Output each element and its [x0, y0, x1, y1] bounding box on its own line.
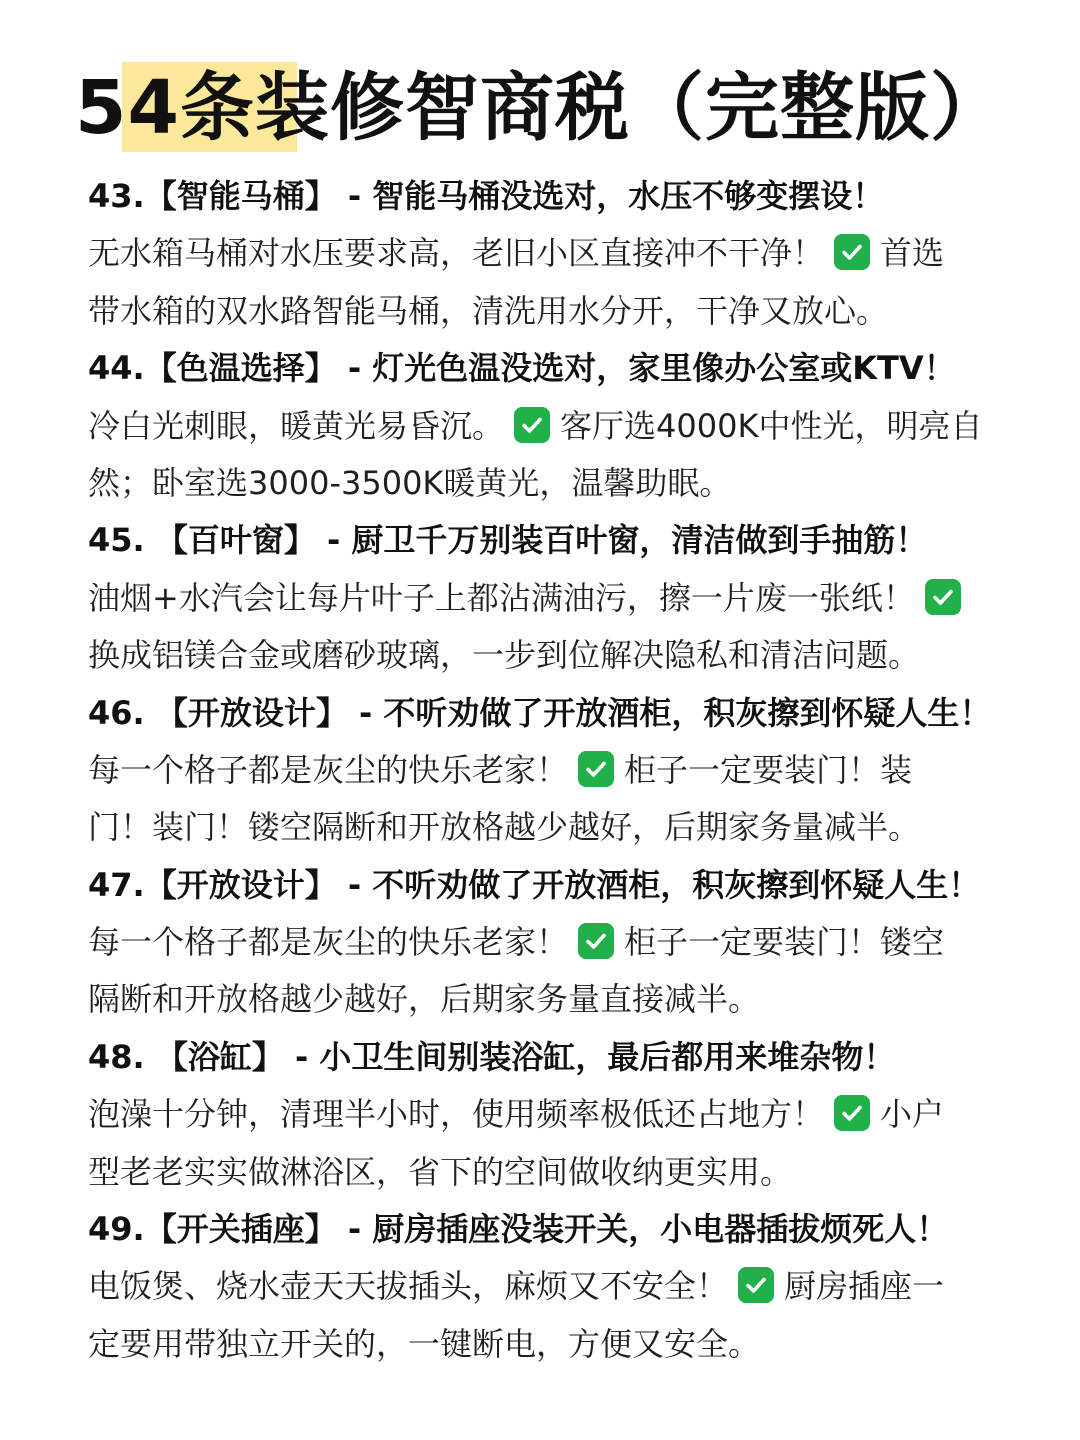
tip-text: 然；卧室选3000-3500K暖黄光，温馨助眠。 [88, 463, 732, 502]
tip-text: 冷白光刺眼，暖黄光易昏沉。 [88, 406, 505, 445]
tip-text: 首选 [880, 234, 945, 273]
tip-heading: 45. 【百叶窗】 - 厨卫千万别装百叶窗，清洁做到手抽筋！ [88, 521, 928, 560]
tips-list [88, 168, 1008, 1373]
tip-item [88, 685, 1008, 857]
tip-body-line [88, 398, 1008, 455]
tip-text: 每一个格子都是灰尘的快乐老家！ [88, 750, 569, 789]
tip-text: 门！装门！镂空隔断和开放格越少越好，后期家务量减半。 [88, 808, 921, 847]
tip-text: 油烟+水汽会让每片叶子上都沾满油污，擦一片废一张纸！ [88, 578, 915, 617]
tip-body-line [88, 1144, 1008, 1201]
tip-text: 无水箱马桶对水压要求高，老旧小区直接冲不干净！ [88, 234, 825, 273]
tip-heading: 46. 【开放设计】 - 不听劝做了开放酒柜，积灰擦到怀疑人生！ [88, 693, 992, 732]
tip-body-line [88, 971, 1008, 1028]
tip-body-line [88, 1086, 1008, 1143]
tip-body-line [88, 283, 1008, 340]
checkmark-icon [578, 751, 614, 787]
tip-text: 隔断和开放格越少越好，后期家务量直接减半。 [88, 980, 761, 1019]
tip-text: 电饭煲、烧水壶天天拔插头，麻烦又不安全！ [88, 1267, 729, 1306]
tip-heading: 47.【开放设计】 - 不听劝做了开放酒柜，积灰擦到怀疑人生！ [88, 865, 981, 904]
tip-heading: 48. 【浴缸】 - 小卫生间别装浴缸，最后都用来堆杂物！ [88, 1037, 896, 1076]
checkmark-icon [514, 407, 550, 443]
tip-item [88, 512, 1008, 684]
tip-body-line [88, 1258, 1008, 1315]
tip-heading: 43.【智能马桶】 - 智能马桶没选对，水压不够变摆设！ [88, 177, 885, 215]
tip-item [88, 1201, 1008, 1373]
tip-item [88, 1029, 1008, 1201]
tip-text: 柜子一定要装门！镂空 [624, 923, 945, 962]
tip-body-line [88, 742, 1008, 799]
tip-body-line [88, 455, 1008, 512]
checkmark-icon [834, 1095, 870, 1131]
tip-item [88, 168, 1008, 340]
tip-body-line [88, 914, 1008, 971]
tip-body-line [88, 225, 1008, 282]
page-title: 54条装修智商税（完整版） [75, 65, 1005, 151]
tip-text: 换成铝镁合金或磨砂玻璃，一步到位解决隐私和清洁问题。 [88, 636, 921, 675]
tip-heading: 49.【开关插座】 - 厨房插座没装开关，小电器插拔烦死人！ [88, 1210, 949, 1249]
tip-text: 每一个格子都是灰尘的快乐老家！ [88, 923, 569, 962]
tip-body-line [88, 1316, 1008, 1373]
tip-text: 厨房插座一 [784, 1267, 945, 1306]
tip-body-line [88, 799, 1008, 856]
tip-text: 柜子一定要装门！装 [624, 750, 913, 789]
title-wrap [0, 58, 1080, 158]
tip-item [88, 857, 1008, 1029]
tip-item [88, 340, 1008, 512]
tip-text: 带水箱的双水路智能马桶，清洗用水分开，干净又放心。 [88, 291, 889, 330]
tip-heading: 44.【色温选择】 - 灯光色温没选对，家里像办公室或KTV！ [88, 349, 956, 388]
checkmark-icon [578, 923, 614, 959]
tip-body-line [88, 627, 1008, 684]
tip-body-line [88, 570, 1008, 627]
tip-text: 型老老实实做淋浴区，省下的空间做收纳更实用。 [88, 1152, 793, 1191]
checkmark-icon [738, 1267, 774, 1303]
tip-text: 泡澡十分钟，清理半小时，使用频率极低还占地方！ [88, 1095, 825, 1134]
tip-text: 小户 [880, 1095, 945, 1134]
tip-text: 客厅选4000K中性光，明亮自 [560, 406, 983, 445]
checkmark-icon [834, 234, 870, 270]
tip-text: 定要用带独立开关的，一键断电，方便又安全。 [88, 1324, 761, 1363]
checkmark-icon [925, 579, 961, 615]
